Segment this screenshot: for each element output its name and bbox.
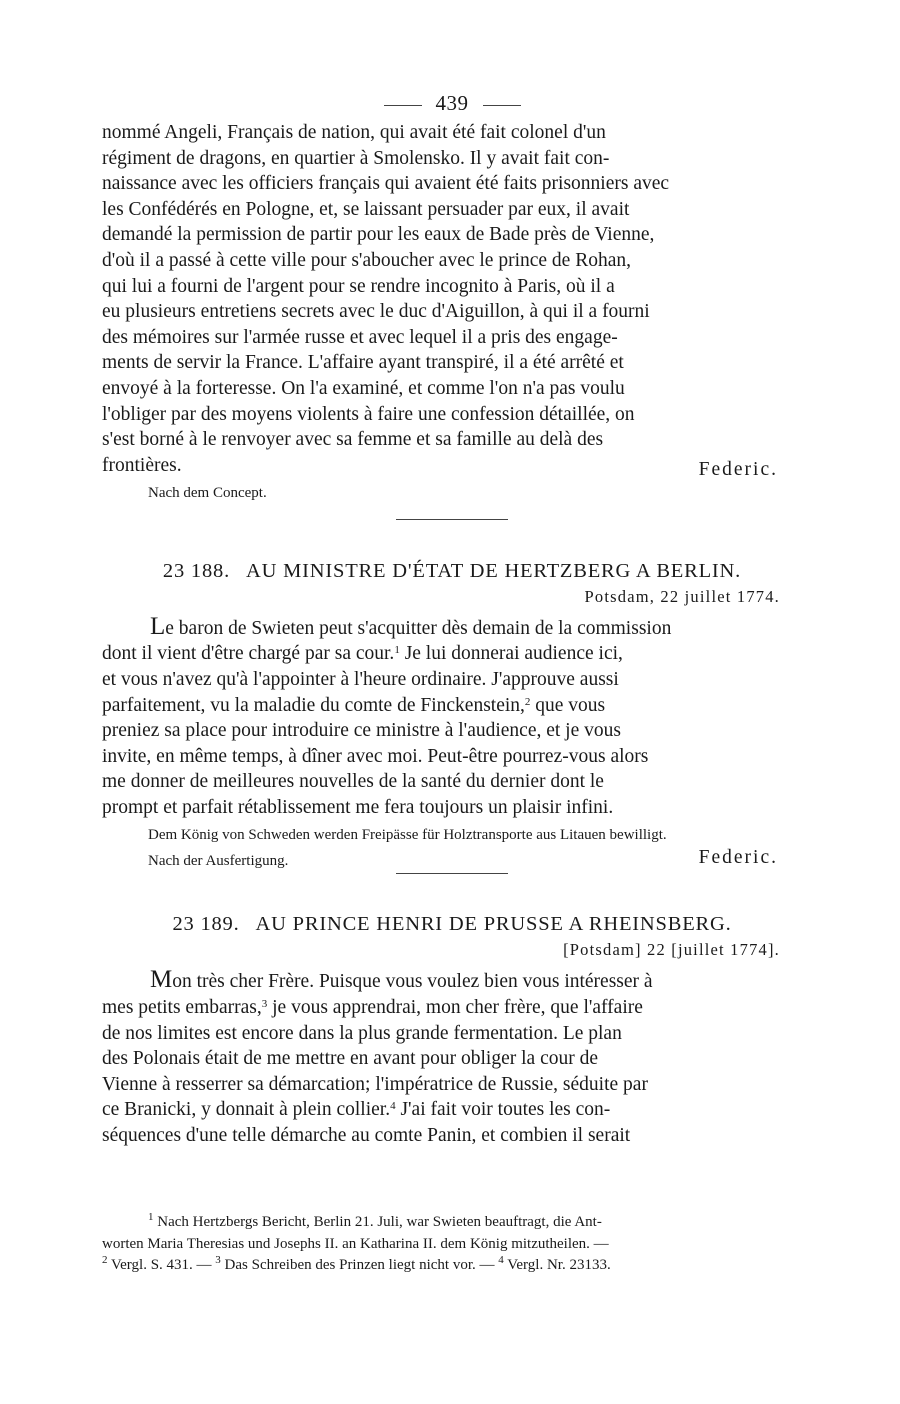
signature: Federic. <box>698 458 778 480</box>
footnote-number: 4 <box>498 1254 504 1266</box>
letter-number: 23 189. <box>172 913 240 936</box>
text-span: parfaitement, vu la maladie du comte de Finckenstein, <box>102 694 525 716</box>
text-line: qui lui a fourni de l'argent pour se rendre incognito à Paris, où il a <box>102 275 615 297</box>
text-line <box>102 641 802 667</box>
signature: Federic. <box>698 847 778 869</box>
text-line <box>102 614 802 642</box>
letter-title: AU MINISTRE D'ÉTAT DE HERTZBERG A BERLIN. <box>246 559 742 582</box>
footnote-number: 3 <box>215 1254 221 1266</box>
source-note: Nach dem Concept. <box>148 484 267 501</box>
text-span: que vous <box>530 694 606 716</box>
footnotes <box>102 1212 802 1277</box>
letter-23188 <box>102 557 802 874</box>
text-line: preniez sa place pour introduire ce ministre à l'audience, et je vous <box>102 720 621 742</box>
footnote-marker: 2 <box>524 695 531 708</box>
text-line: de nos limites est encore dans la plus grande fermentation. Le plan <box>102 1022 622 1044</box>
letter-title: AU PRINCE HENRI DE PRUSSE A RHEINSBERG. <box>255 913 732 936</box>
letter-body <box>102 614 802 821</box>
footnote-1 <box>102 1212 802 1234</box>
footnote-marker: 1 <box>394 644 400 657</box>
footnote-marker: 3 <box>261 998 268 1011</box>
text-line <box>102 1097 802 1123</box>
text-line: l'obliger par des moyens violents à faire une confession détaillée, on <box>102 403 635 425</box>
footnote-text: Vergl. S. 431. — <box>110 1257 212 1273</box>
book-page <box>102 86 802 1149</box>
footnote-text: Vergl. Nr. 23133. <box>507 1257 611 1273</box>
dropcap: M <box>150 966 173 994</box>
page-header <box>102 86 802 120</box>
text-line: Vienne à resserrer sa démarcation; l'impératrice de Russie, séduite par <box>102 1073 648 1095</box>
text-span: dont il vient d'être chargé par sa cour. <box>102 643 395 665</box>
footnote-text: Nach Hertzbergs Bericht, Berlin 21. Juli, war Swieten beauftragt, die Ant- <box>157 1214 602 1230</box>
text-line: me donner de meilleures nouvelles de la santé du dernier dont le <box>102 771 604 793</box>
text-line <box>102 995 802 1021</box>
text-line: d'où il a passé à cette ville pour s'aboucher avec le prince de Rohan, <box>102 249 631 271</box>
text-line: nommé Angeli, Français de nation, qui avait été fait colonel d'un <box>102 122 606 143</box>
text-line: et vous n'avez qu'à l'appointer à l'heure ordinaire. J'approuve aussi <box>102 668 619 690</box>
text-line <box>102 693 802 719</box>
carryover-text <box>102 120 802 480</box>
letter-number: 23 188. <box>162 559 231 582</box>
text-line: eu plusieurs entretiens secrets avec le duc d'Aiguillon, à qui il a fourni <box>102 301 650 323</box>
letter-heading <box>102 910 802 938</box>
text-line: régiment de dragons, en quartier à Smolensko. Il y avait fait con- <box>102 147 610 169</box>
header-dash-left <box>384 105 422 106</box>
text-line: invite, en même temps, à dîner avec moi. Peut-être pourrez-vous alors <box>102 745 649 767</box>
page-number: 439 <box>435 91 469 115</box>
text-span: J'ai fait voir toutes les con- <box>395 1099 611 1121</box>
signature-row <box>102 453 802 480</box>
footnote-marker: 4 <box>390 1100 396 1113</box>
text-span: Je lui donnerai audience ici, <box>399 643 623 665</box>
footnote-2-4 <box>102 1255 802 1277</box>
text-line: des mémoires sur l'armée russe et avec lequel il a pris des engage- <box>102 326 618 348</box>
text-line: ments de servir la France. L'affaire ayant transpiré, il a été arrêté et <box>102 352 624 374</box>
text-span: ce Branicki, y donnait à plein collier. <box>102 1099 391 1121</box>
separator <box>396 519 508 520</box>
text-span: on très cher Frère. Puisque vous voulez bien vous intéresser à <box>172 971 653 993</box>
text-line: prompt et parfait rétablissement me fera toujours un plaisir infini. <box>102 796 614 818</box>
text-line: envoyé à la forteresse. On l'a examiné, et comme l'on n'a pas voulu <box>102 377 625 399</box>
text-line: s'est borné à le renvoyer avec sa femme et sa famille au delà des <box>102 429 604 451</box>
text-line: les Confédérés en Pologne, et, se laissant persuader par eux, il avait <box>102 198 630 220</box>
source-note: Nach der Ausfertigung. <box>148 853 289 870</box>
text-line: naissance avec les officiers français qui avaient été faits prisonniers avec <box>102 173 670 195</box>
footnote-text: Das Schreiben des Prinzen liegt nicht vor. — <box>224 1257 495 1273</box>
signature-row <box>102 849 802 873</box>
letter-heading <box>102 557 802 585</box>
text-line: des Polonais était de me mettre en avant pour obliger la cour de <box>102 1048 599 1070</box>
letter-body <box>102 967 802 1148</box>
footnote-number: 2 <box>102 1254 108 1266</box>
text-line: frontières. <box>102 454 182 476</box>
footnote-1-cont: worten Maria Theresias und Josephs II. an Katharina II. dem König mitzutheilen. — <box>102 1235 609 1252</box>
text-span: e baron de Swieten peut s'acquitter dès demain de la commission <box>165 617 672 639</box>
footnote-number: 1 <box>148 1211 154 1223</box>
text-span: mes petits embarras, <box>102 997 262 1019</box>
header-dash-right <box>483 105 521 106</box>
separator <box>396 873 508 874</box>
regest-note: Dem König von Schweden werden Freipässe für Holztransporte aus Litauen bewilligt. <box>148 827 667 844</box>
text-line: demandé la permission de partir pour les eaux de Bade près de Vienne, <box>102 224 655 246</box>
place-date: Potsdam, 22 juillet 1774. <box>584 586 780 606</box>
letter-23189 <box>102 910 802 1148</box>
text-span: je vous apprendrai, mon cher frère, que l'affaire <box>267 997 643 1019</box>
text-line: séquences d'une telle démarche au comte Panin, et combien il serait <box>102 1125 631 1147</box>
place-date: [Potsdam] 22 [juillet 1774]. <box>563 940 780 960</box>
dropcap: L <box>150 612 166 640</box>
text-line <box>102 967 802 995</box>
